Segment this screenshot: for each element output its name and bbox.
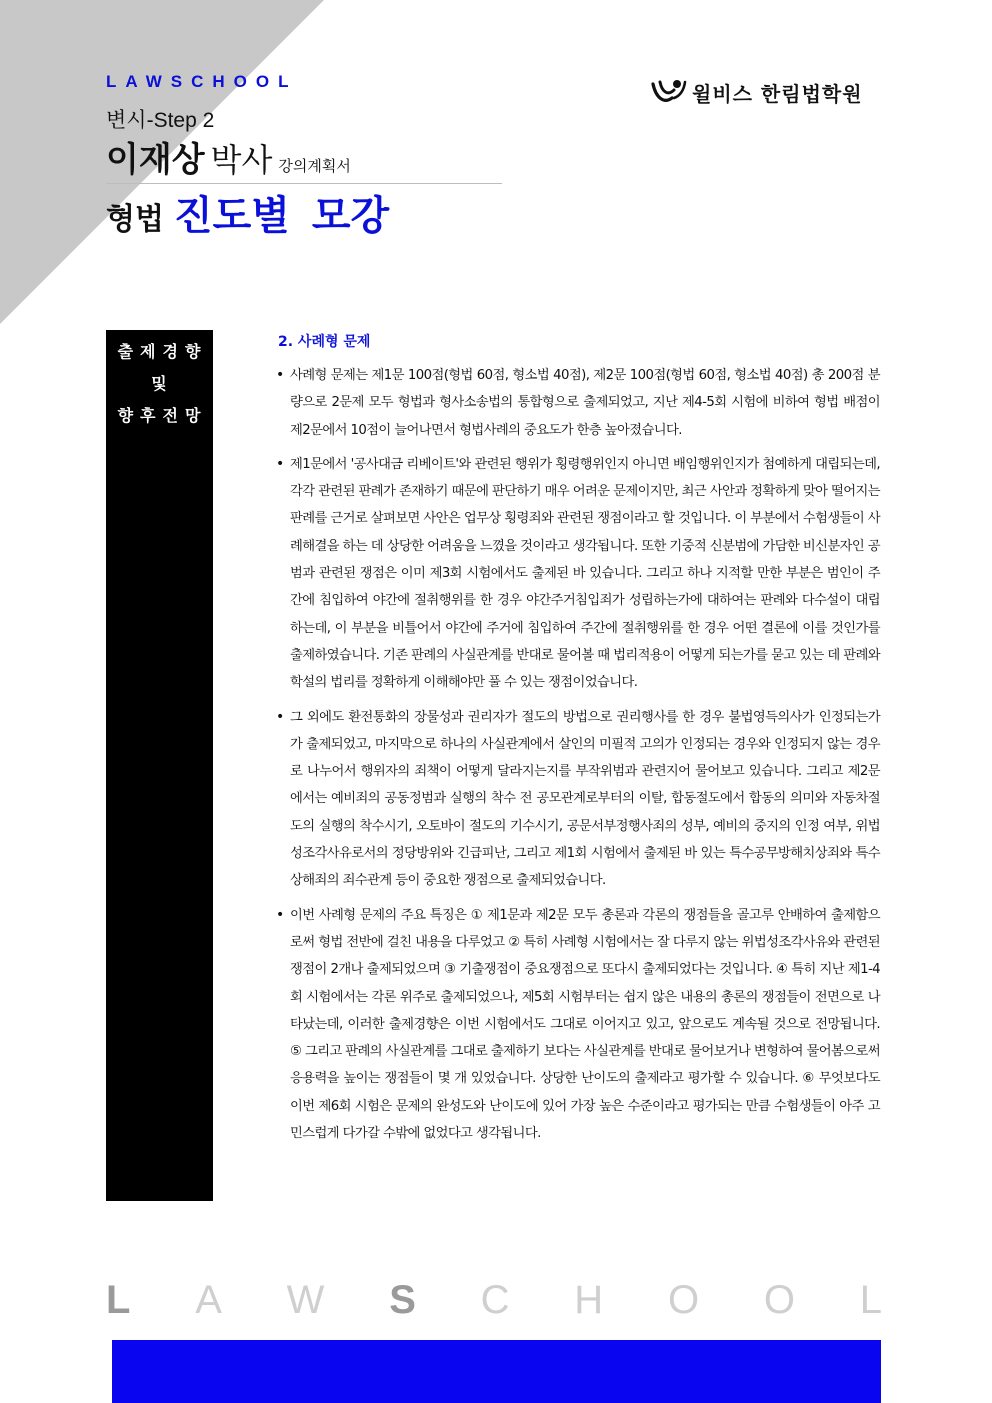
willbes-swirl-icon [650, 76, 688, 108]
wordmark-letter: H [574, 1278, 604, 1322]
footer-wordmark [106, 1278, 882, 1323]
side-label-line: 및 [151, 374, 174, 393]
list-item: • 제1문에서 '공사대금 리베이트'와 관련된 행위가 횡령행위인지 아니면 배임행위인지가 첨예하게 대립되는데, 각각 관련된 판례가 존재하기 때문에 판단하기 매우 어려운 문제이지만, 최근 사안과 정확하게 맞아 떨어지는 판례를 근거로 살펴보면 사안은 업무상 횡령죄와 관련된 쟁점이라고 할 것입니다. 이 부분에서 수험생들이 사례해결을 하는 데 상당한 어려움을 느꼈을 것이라고 생각됩니다. 또한 기중적 신분범에 가담한 비신분자인 공범과 관련된 쟁점은 이미 제3회 시험에서도 출제된 바 있습니다. 그리고 하나 지적할 만한 부분은 범인이 주간에 침입하여 야간에 절취행위를 한 경우 야간주거침입죄가 성립하는가에 대하여는 판례와 다수설이 대립하는데, 이 부분을 비틀어서 야간에 주거에 침입하여 주간에 절취행위를 한 경우 어떤 결론에 이를 것인가를 출제하였습니다. 기존 판례의 사실관계를 반대로 물어볼 때 법리적용이 어떻게 되는가를 묻고 있는 데 판례와 학설의 법리를 정확하게 이해해야만 풀 수 있는 쟁점이었습니다. [276, 451, 880, 697]
instructor-name: 이재상 [106, 140, 205, 180]
list-item: • 사례형 문제는 제1문 100점(형법 60점, 형소법 40점), 제2문 100점(형법 60점, 형소법 40점) 총 200점 분량으로 2문제 모두 형법과 형사소송법의 통합형으로 출제되었고, 지난 제4-5회 시험에 비하여 형법 배점이 제2문에서 10점이 늘어나면서 형법사례의 중요도가 한층 높아졌습니다. [276, 362, 880, 444]
footer-bar [112, 1340, 881, 1403]
page-title [106, 132, 351, 181]
plan-label: 강의계획서 [278, 157, 351, 175]
wordmark-letter: L [106, 1278, 131, 1322]
side-panel [106, 330, 213, 1201]
section-heading: 2. 사례형 문제 [278, 334, 371, 350]
course-heading [106, 184, 389, 241]
course-title: 진도별 모강 [173, 193, 390, 239]
wordmark-letter: O [763, 1278, 795, 1322]
list-item: • 그 외에도 환전통화의 장물성과 권리자가 절도의 방법으로 권리행사를 한 경우 불법영득의사가 인정되는가가 출제되었고, 마지막으로 하나의 사실관계에서 살인의 미필적 고의가 인정되는 경우와 인정되지 않는 경우로 나누어서 행위자의 죄책이 어떻게 달라지는지를 부작위범과 관련지어 물어보고 있습니다. 그리고 제2문에서는 예비죄의 공동정범과 실행의 착수 전 공모관계로부터의 이탈, 합동절도에서 합동의 의미와 자동차절도의 실행의 착수시기, 오토바이 절도의 기수시기, 공문서부정행사죄의 성부, 예비의 중지의 인정 여부, 위법성조각사유로서의 정당방위와 긴급피난, 그리고 제1회 시험에서 출제된 바 있는 특수공무방해치상죄와 특수상해죄의 죄수관계 등이 중요한 쟁점으로 출제되었습니다. [276, 704, 880, 895]
wordmark-letter: C [480, 1278, 510, 1322]
subject-label: 형법 [106, 202, 164, 237]
wordmark-letter: O [667, 1278, 700, 1322]
wordmark-letter: A [195, 1278, 222, 1322]
wordmark-letter: W [286, 1278, 325, 1322]
bullet-list [276, 362, 880, 1147]
logo-text: 윌비스 한림법학원 [692, 81, 863, 106]
brand-label: LAWSCHOOL [106, 72, 298, 91]
step-label: 변시-Step 2 [106, 109, 215, 132]
instructor-title: 박사 [210, 141, 273, 179]
main-content [276, 330, 880, 1154]
wordmark-letter: S [389, 1278, 416, 1322]
side-label-line: 향후전망 [117, 406, 208, 425]
academy-logo [650, 72, 890, 112]
list-item: • 이번 사례형 문제의 주요 특징은 ① 제1문과 제2문 모두 총론과 각론의 쟁점들을 골고루 안배하여 출제함으로써 형법 전반에 걸친 내용을 다루었고 ② 특히 사례형 시험에서는 잘 다루지 않는 위법성조각사유와 관련된 쟁점이 2개나 출제되었으며 ③ 기출쟁점이 중요쟁점으로 또다시 출제되었다는 것입니다. ④ 특히 지난 제1-4회 시험에서는 각론 위주로 출제되었으나, 제5회 시험부터는 쉽지 않은 내용의 총론의 쟁점들이 전면으로 나타났는데, 이러한 출제경향은 이번 시험에서도 그대로 이어지고 있고, 앞으로도 계속될 것으로 전망됩니다. ⑤ 그리고 판례의 사실관계를 그대로 출제하기 보다는 사실관계를 반대로 물어보거나 변형하여 물어봄으로써 응용력을 높이는 쟁점들이 몇 개 있었습니다. 상당한 난이도의 출제라고 평가할 수 있습니다. ⑥ 무엇보다도 이번 제6회 시험은 문제의 완성도와 난이도에 있어 가장 높은 수준이라고 평가되는 만큼 수험생들이 아주 고민스럽게 다가갈 수밖에 없었다고 생각됩니다. [276, 902, 880, 1148]
side-label-line: 출제경향 [117, 342, 208, 361]
wordmark-letter: L [859, 1278, 882, 1322]
